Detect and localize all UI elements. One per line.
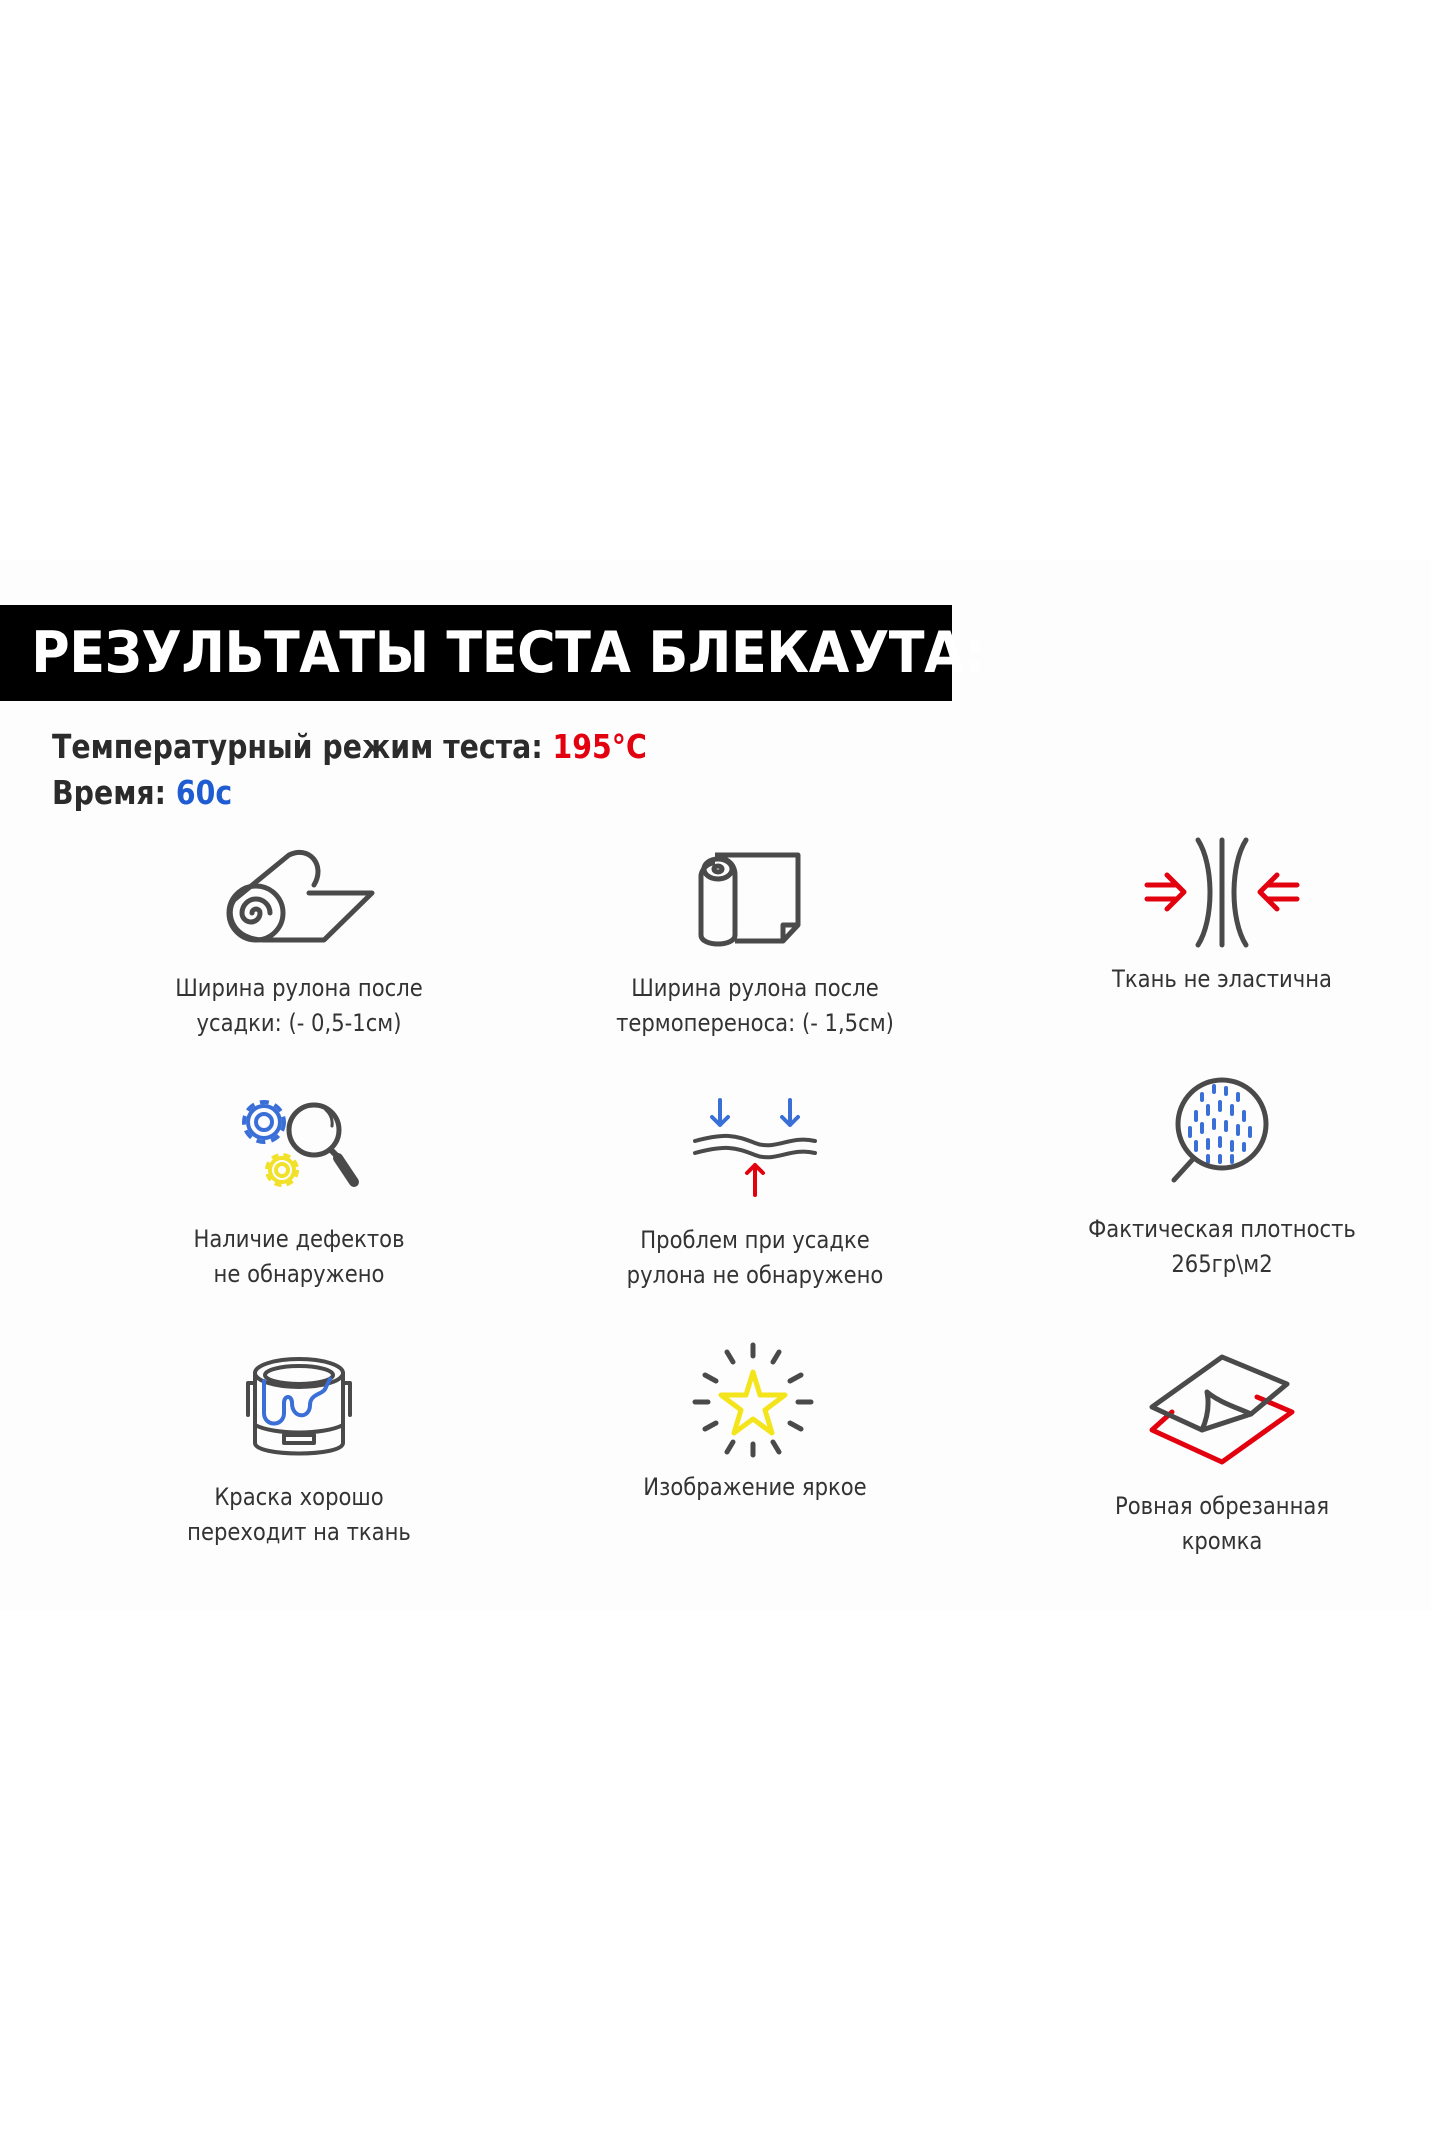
- page-title: РЕЗУЛЬТАТЫ ТЕСТА БЛЕКАУТА:: [31, 620, 985, 686]
- paint-bucket-icon: [244, 1355, 354, 1460]
- feature-non-elastic: [1012, 835, 1431, 997]
- feature-label-line1: Проблем при усадке: [640, 1226, 870, 1254]
- cut-edge-icon: [1147, 1352, 1297, 1467]
- time-value: 60с: [175, 773, 233, 812]
- time-label: Время:: [52, 773, 176, 812]
- bright-star-icon: [690, 1340, 820, 1460]
- feature-label-line1: Изображение яркое: [643, 1473, 867, 1501]
- temperature-label: Температурный режим теста:: [52, 727, 553, 766]
- feature-label-line1: Краска хорошо: [214, 1483, 384, 1511]
- temperature-value: 195°C: [552, 727, 647, 766]
- feature-label-line2: усадки: (- 0,5-1см): [196, 1009, 402, 1037]
- time-param: [52, 773, 232, 812]
- feature-label-line2: 265гр\м2: [1171, 1250, 1273, 1278]
- feature-label-line2: не обнаружено: [213, 1260, 385, 1288]
- feature-label-line1: Ширина рулона после: [175, 974, 423, 1002]
- paper-roll-icon: [695, 845, 815, 955]
- feature-label-line1: Ткань не эластична: [1112, 965, 1332, 993]
- feature-density: [1012, 1072, 1431, 1282]
- feature-no-shrink-problems: [545, 1095, 965, 1293]
- feature-bright-image: [545, 1340, 965, 1505]
- title-banner: [0, 605, 985, 701]
- fabric-roll-icon: [214, 845, 384, 955]
- gears-magnifier-icon: [234, 1090, 364, 1200]
- feature-transfer-width: [545, 845, 965, 1041]
- wave-pressure-icon: [690, 1095, 820, 1200]
- feature-no-defects: [89, 1090, 509, 1292]
- feature-label-line1: Наличие дефектов: [193, 1225, 405, 1253]
- feature-label-line1: Ровная обрезанная: [1114, 1492, 1330, 1520]
- compression-arrows-icon: [1142, 835, 1302, 950]
- density-magnifier-icon: [1162, 1072, 1282, 1192]
- feature-even-edge: [1012, 1352, 1431, 1559]
- feature-label-line2: термопереноса: (- 1,5см): [616, 1009, 894, 1037]
- feature-shrink-width: [89, 845, 509, 1041]
- feature-label-line2: рулона не обнаружено: [626, 1261, 884, 1289]
- feature-label-line1: Ширина рулона после: [631, 974, 879, 1002]
- feature-label-line2: кромка: [1181, 1527, 1263, 1555]
- temperature-param: [52, 727, 647, 766]
- feature-paint-transfer: [89, 1355, 509, 1550]
- feature-label-line1: Фактическая плотность: [1088, 1215, 1356, 1243]
- feature-label-line2: переходит на ткань: [187, 1518, 411, 1546]
